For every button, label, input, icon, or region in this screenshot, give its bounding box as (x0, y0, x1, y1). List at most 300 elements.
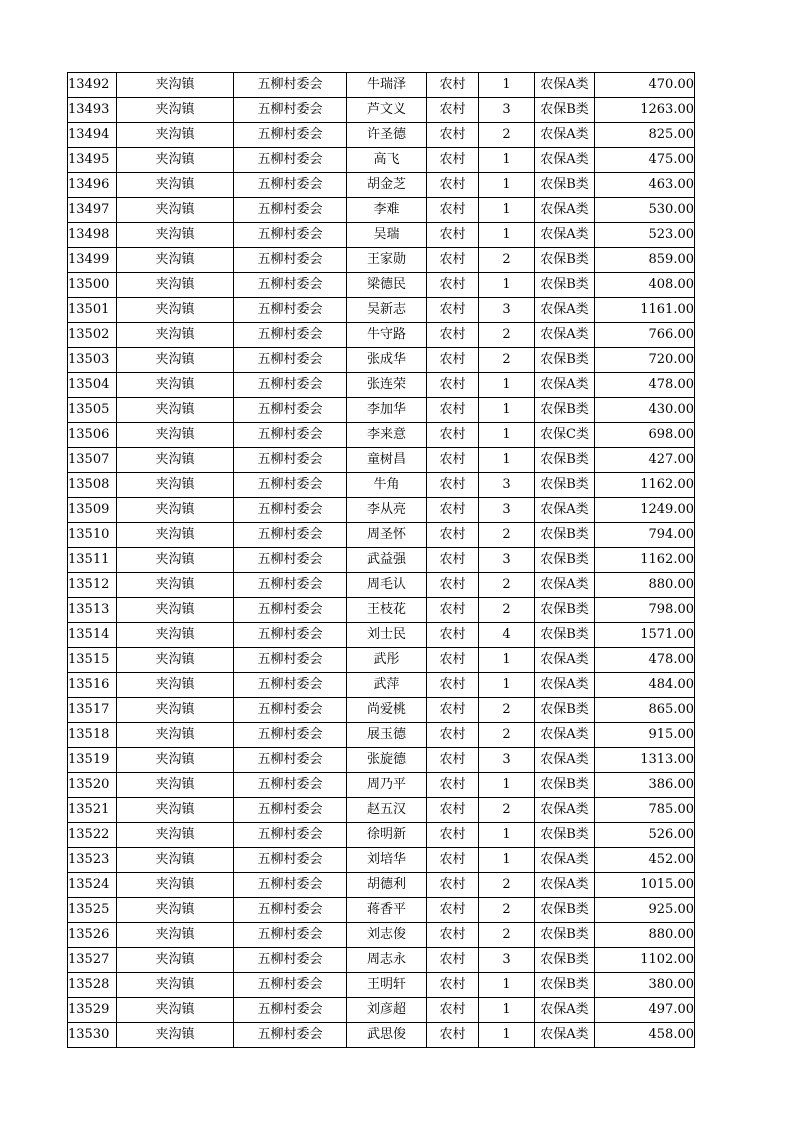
member-count-cell: 1 (479, 973, 535, 998)
household-type-cell: 农村 (427, 248, 479, 273)
town-cell: 夹沟镇 (117, 923, 234, 948)
member-count-cell: 2 (479, 598, 535, 623)
amount-cell: 458.00 (595, 1023, 695, 1048)
table-row (68, 298, 695, 323)
person-name-cell: 梁德民 (347, 273, 427, 298)
amount-cell: 785.00 (595, 798, 695, 823)
table-row (68, 323, 695, 348)
roster-body (68, 73, 695, 1048)
table-row (68, 273, 695, 298)
household-type-cell: 农村 (427, 223, 479, 248)
record-id-cell: 13494 (68, 123, 117, 148)
record-id-cell: 13523 (68, 848, 117, 873)
household-type-cell: 农村 (427, 623, 479, 648)
person-name-cell: 刘士民 (347, 623, 427, 648)
member-count-cell: 2 (479, 323, 535, 348)
member-count-cell: 1 (479, 998, 535, 1023)
village-committee-cell: 五柳村委会 (234, 773, 347, 798)
insurance-category-cell: 农保B类 (535, 398, 595, 423)
village-committee-cell: 五柳村委会 (234, 148, 347, 173)
insurance-category-cell: 农保B类 (535, 823, 595, 848)
table-row (68, 998, 695, 1023)
town-cell: 夹沟镇 (117, 198, 234, 223)
town-cell: 夹沟镇 (117, 948, 234, 973)
person-name-cell: 周乃平 (347, 773, 427, 798)
village-committee-cell: 五柳村委会 (234, 73, 347, 98)
household-type-cell: 农村 (427, 673, 479, 698)
record-id-cell: 13508 (68, 473, 117, 498)
village-committee-cell: 五柳村委会 (234, 348, 347, 373)
insurance-category-cell: 农保B类 (535, 273, 595, 298)
village-committee-cell: 五柳村委会 (234, 423, 347, 448)
town-cell: 夹沟镇 (117, 498, 234, 523)
household-type-cell: 农村 (427, 648, 479, 673)
town-cell: 夹沟镇 (117, 648, 234, 673)
household-type-cell: 农村 (427, 848, 479, 873)
member-count-cell: 1 (479, 173, 535, 198)
record-id-cell: 13511 (68, 548, 117, 573)
household-type-cell: 农村 (427, 523, 479, 548)
record-id-cell: 13520 (68, 773, 117, 798)
village-committee-cell: 五柳村委会 (234, 898, 347, 923)
table-row (68, 148, 695, 173)
amount-cell: 915.00 (595, 723, 695, 748)
insurance-category-cell: 农保A类 (535, 298, 595, 323)
insurance-category-cell: 农保B类 (535, 973, 595, 998)
person-name-cell: 刘培华 (347, 848, 427, 873)
household-type-cell: 农村 (427, 998, 479, 1023)
table-row (68, 73, 695, 98)
insurance-category-cell: 农保B类 (535, 598, 595, 623)
member-count-cell: 1 (479, 198, 535, 223)
household-type-cell: 农村 (427, 173, 479, 198)
village-committee-cell: 五柳村委会 (234, 498, 347, 523)
insurance-category-cell: 农保A类 (535, 848, 595, 873)
record-id-cell: 13503 (68, 348, 117, 373)
person-name-cell: 高飞 (347, 148, 427, 173)
record-id-cell: 13498 (68, 223, 117, 248)
table-row (68, 923, 695, 948)
household-type-cell: 农村 (427, 873, 479, 898)
insurance-category-cell: 农保B类 (535, 948, 595, 973)
person-name-cell: 刘彦超 (347, 998, 427, 1023)
insurance-category-cell: 农保A类 (535, 498, 595, 523)
amount-cell: 470.00 (595, 73, 695, 98)
record-id-cell: 13514 (68, 623, 117, 648)
table-row (68, 98, 695, 123)
village-committee-cell: 五柳村委会 (234, 548, 347, 573)
village-committee-cell: 五柳村委会 (234, 248, 347, 273)
record-id-cell: 13527 (68, 948, 117, 973)
record-id-cell: 13525 (68, 898, 117, 923)
table-row (68, 873, 695, 898)
town-cell: 夹沟镇 (117, 298, 234, 323)
insurance-category-cell: 农保B类 (535, 623, 595, 648)
table-row (68, 523, 695, 548)
village-committee-cell: 五柳村委会 (234, 973, 347, 998)
village-committee-cell: 五柳村委会 (234, 848, 347, 873)
table-row (68, 348, 695, 373)
amount-cell: 452.00 (595, 848, 695, 873)
village-committee-cell: 五柳村委会 (234, 673, 347, 698)
household-type-cell: 农村 (427, 723, 479, 748)
village-committee-cell: 五柳村委会 (234, 598, 347, 623)
town-cell: 夹沟镇 (117, 73, 234, 98)
table-row (68, 448, 695, 473)
town-cell: 夹沟镇 (117, 173, 234, 198)
table-row (68, 648, 695, 673)
person-name-cell: 胡德利 (347, 873, 427, 898)
table-row (68, 498, 695, 523)
amount-cell: 526.00 (595, 823, 695, 848)
amount-cell: 825.00 (595, 123, 695, 148)
amount-cell: 1162.00 (595, 473, 695, 498)
member-count-cell: 1 (479, 673, 535, 698)
record-id-cell: 13495 (68, 148, 117, 173)
member-count-cell: 2 (479, 123, 535, 148)
record-id-cell: 13530 (68, 1023, 117, 1048)
member-count-cell: 1 (479, 448, 535, 473)
household-type-cell: 农村 (427, 98, 479, 123)
person-name-cell: 展玉德 (347, 723, 427, 748)
member-count-cell: 1 (479, 398, 535, 423)
village-committee-cell: 五柳村委会 (234, 298, 347, 323)
table-row (68, 223, 695, 248)
village-committee-cell: 五柳村委会 (234, 448, 347, 473)
person-name-cell: 赵五汉 (347, 798, 427, 823)
household-type-cell: 农村 (427, 348, 479, 373)
person-name-cell: 武思俊 (347, 1023, 427, 1048)
table-row (68, 198, 695, 223)
table-row (68, 1023, 695, 1048)
insurance-category-cell: 农保C类 (535, 423, 595, 448)
insurance-category-cell: 农保A类 (535, 223, 595, 248)
amount-cell: 859.00 (595, 248, 695, 273)
member-count-cell: 2 (479, 698, 535, 723)
insurance-category-cell: 农保A类 (535, 723, 595, 748)
person-name-cell: 许圣德 (347, 123, 427, 148)
table-row (68, 798, 695, 823)
person-name-cell: 张连荣 (347, 373, 427, 398)
person-name-cell: 蒋香平 (347, 898, 427, 923)
record-id-cell: 13499 (68, 248, 117, 273)
table-row (68, 623, 695, 648)
table-row (68, 823, 695, 848)
record-id-cell: 13529 (68, 998, 117, 1023)
insurance-category-cell: 农保B类 (535, 348, 595, 373)
member-count-cell: 2 (479, 723, 535, 748)
member-count-cell: 2 (479, 573, 535, 598)
village-committee-cell: 五柳村委会 (234, 873, 347, 898)
town-cell: 夹沟镇 (117, 573, 234, 598)
amount-cell: 484.00 (595, 673, 695, 698)
village-committee-cell: 五柳村委会 (234, 273, 347, 298)
town-cell: 夹沟镇 (117, 448, 234, 473)
record-id-cell: 13496 (68, 173, 117, 198)
amount-cell: 523.00 (595, 223, 695, 248)
town-cell: 夹沟镇 (117, 748, 234, 773)
table-row (68, 473, 695, 498)
person-name-cell: 徐明新 (347, 823, 427, 848)
table-row (68, 548, 695, 573)
town-cell: 夹沟镇 (117, 473, 234, 498)
town-cell: 夹沟镇 (117, 148, 234, 173)
member-count-cell: 4 (479, 623, 535, 648)
amount-cell: 475.00 (595, 148, 695, 173)
village-committee-cell: 五柳村委会 (234, 373, 347, 398)
person-name-cell: 王明轩 (347, 973, 427, 998)
record-id-cell: 13516 (68, 673, 117, 698)
insurance-category-cell: 农保A类 (535, 323, 595, 348)
household-type-cell: 农村 (427, 548, 479, 573)
amount-cell: 478.00 (595, 648, 695, 673)
household-type-cell: 农村 (427, 423, 479, 448)
amount-cell: 1161.00 (595, 298, 695, 323)
person-name-cell: 王枝花 (347, 598, 427, 623)
village-committee-cell: 五柳村委会 (234, 923, 347, 948)
member-count-cell: 1 (479, 373, 535, 398)
member-count-cell: 1 (479, 273, 535, 298)
insurance-category-cell: 农保B类 (535, 173, 595, 198)
member-count-cell: 2 (479, 873, 535, 898)
member-count-cell: 3 (479, 298, 535, 323)
town-cell: 夹沟镇 (117, 823, 234, 848)
amount-cell: 380.00 (595, 973, 695, 998)
table-row (68, 373, 695, 398)
village-committee-cell: 五柳村委会 (234, 723, 347, 748)
member-count-cell: 1 (479, 848, 535, 873)
town-cell: 夹沟镇 (117, 123, 234, 148)
record-id-cell: 13515 (68, 648, 117, 673)
amount-cell: 1263.00 (595, 98, 695, 123)
household-type-cell: 农村 (427, 273, 479, 298)
village-committee-cell: 五柳村委会 (234, 223, 347, 248)
table-row (68, 573, 695, 598)
amount-cell: 880.00 (595, 573, 695, 598)
record-id-cell: 13517 (68, 698, 117, 723)
amount-cell: 766.00 (595, 323, 695, 348)
town-cell: 夹沟镇 (117, 323, 234, 348)
amount-cell: 497.00 (595, 998, 695, 1023)
amount-cell: 925.00 (595, 898, 695, 923)
amount-cell: 1015.00 (595, 873, 695, 898)
person-name-cell: 李加华 (347, 398, 427, 423)
table-row (68, 948, 695, 973)
town-cell: 夹沟镇 (117, 248, 234, 273)
town-cell: 夹沟镇 (117, 523, 234, 548)
member-count-cell: 1 (479, 823, 535, 848)
village-committee-cell: 五柳村委会 (234, 573, 347, 598)
insurance-category-cell: 农保B类 (535, 473, 595, 498)
amount-cell: 794.00 (595, 523, 695, 548)
town-cell: 夹沟镇 (117, 673, 234, 698)
record-id-cell: 13497 (68, 198, 117, 223)
insurance-category-cell: 农保B类 (535, 773, 595, 798)
household-type-cell: 农村 (427, 473, 479, 498)
amount-cell: 1249.00 (595, 498, 695, 523)
village-committee-cell: 五柳村委会 (234, 698, 347, 723)
village-committee-cell: 五柳村委会 (234, 823, 347, 848)
person-name-cell: 李从亮 (347, 498, 427, 523)
allowance-roster-table (67, 72, 695, 1048)
record-id-cell: 13524 (68, 873, 117, 898)
record-id-cell: 13528 (68, 973, 117, 998)
person-name-cell: 牛守路 (347, 323, 427, 348)
insurance-category-cell: 农保A类 (535, 673, 595, 698)
amount-cell: 530.00 (595, 198, 695, 223)
member-count-cell: 2 (479, 898, 535, 923)
member-count-cell: 3 (479, 548, 535, 573)
insurance-category-cell: 农保A类 (535, 573, 595, 598)
village-committee-cell: 五柳村委会 (234, 623, 347, 648)
member-count-cell: 1 (479, 73, 535, 98)
member-count-cell: 3 (479, 748, 535, 773)
household-type-cell: 农村 (427, 573, 479, 598)
amount-cell: 1102.00 (595, 948, 695, 973)
table-row (68, 748, 695, 773)
table-row (68, 898, 695, 923)
village-committee-cell: 五柳村委会 (234, 173, 347, 198)
amount-cell: 720.00 (595, 348, 695, 373)
village-committee-cell: 五柳村委会 (234, 473, 347, 498)
household-type-cell: 农村 (427, 598, 479, 623)
household-type-cell: 农村 (427, 1023, 479, 1048)
amount-cell: 880.00 (595, 923, 695, 948)
person-name-cell: 童树昌 (347, 448, 427, 473)
member-count-cell: 2 (479, 798, 535, 823)
village-committee-cell: 五柳村委会 (234, 523, 347, 548)
household-type-cell: 农村 (427, 148, 479, 173)
record-id-cell: 13518 (68, 723, 117, 748)
insurance-category-cell: 农保B类 (535, 548, 595, 573)
insurance-category-cell: 农保A类 (535, 148, 595, 173)
insurance-category-cell: 农保A类 (535, 648, 595, 673)
amount-cell: 1162.00 (595, 548, 695, 573)
insurance-category-cell: 农保B类 (535, 248, 595, 273)
town-cell: 夹沟镇 (117, 273, 234, 298)
household-type-cell: 农村 (427, 298, 479, 323)
town-cell: 夹沟镇 (117, 373, 234, 398)
member-count-cell: 2 (479, 523, 535, 548)
town-cell: 夹沟镇 (117, 698, 234, 723)
person-name-cell: 武彤 (347, 648, 427, 673)
record-id-cell: 13504 (68, 373, 117, 398)
record-id-cell: 13502 (68, 323, 117, 348)
village-committee-cell: 五柳村委会 (234, 998, 347, 1023)
household-type-cell: 农村 (427, 923, 479, 948)
insurance-category-cell: 农保B类 (535, 448, 595, 473)
insurance-category-cell: 农保A类 (535, 748, 595, 773)
member-count-cell: 3 (479, 948, 535, 973)
amount-cell: 408.00 (595, 273, 695, 298)
record-id-cell: 13519 (68, 748, 117, 773)
village-committee-cell: 五柳村委会 (234, 648, 347, 673)
person-name-cell: 刘志俊 (347, 923, 427, 948)
town-cell: 夹沟镇 (117, 873, 234, 898)
town-cell: 夹沟镇 (117, 1023, 234, 1048)
town-cell: 夹沟镇 (117, 223, 234, 248)
town-cell: 夹沟镇 (117, 623, 234, 648)
village-committee-cell: 五柳村委会 (234, 198, 347, 223)
insurance-category-cell: 农保B类 (535, 523, 595, 548)
person-name-cell: 芦文义 (347, 98, 427, 123)
insurance-category-cell: 农保A类 (535, 198, 595, 223)
table-row (68, 598, 695, 623)
member-count-cell: 1 (479, 423, 535, 448)
person-name-cell: 吴新志 (347, 298, 427, 323)
table-row (68, 123, 695, 148)
household-type-cell: 农村 (427, 773, 479, 798)
person-name-cell: 张成华 (347, 348, 427, 373)
member-count-cell: 1 (479, 223, 535, 248)
amount-cell: 386.00 (595, 773, 695, 798)
record-id-cell: 13501 (68, 298, 117, 323)
insurance-category-cell: 农保B类 (535, 98, 595, 123)
person-name-cell: 胡金芝 (347, 173, 427, 198)
insurance-category-cell: 农保B类 (535, 698, 595, 723)
town-cell: 夹沟镇 (117, 898, 234, 923)
table-row (68, 173, 695, 198)
amount-cell: 427.00 (595, 448, 695, 473)
table-row (68, 423, 695, 448)
household-type-cell: 农村 (427, 973, 479, 998)
member-count-cell: 3 (479, 473, 535, 498)
record-id-cell: 13510 (68, 523, 117, 548)
table-row (68, 848, 695, 873)
village-committee-cell: 五柳村委会 (234, 748, 347, 773)
insurance-category-cell: 农保A类 (535, 798, 595, 823)
person-name-cell: 武益强 (347, 548, 427, 573)
person-name-cell: 李难 (347, 198, 427, 223)
person-name-cell: 周志永 (347, 948, 427, 973)
member-count-cell: 1 (479, 648, 535, 673)
amount-cell: 463.00 (595, 173, 695, 198)
member-count-cell: 3 (479, 98, 535, 123)
record-id-cell: 13492 (68, 73, 117, 98)
record-id-cell: 13513 (68, 598, 117, 623)
person-name-cell: 吴瑞 (347, 223, 427, 248)
record-id-cell: 13526 (68, 923, 117, 948)
town-cell: 夹沟镇 (117, 423, 234, 448)
person-name-cell: 李来意 (347, 423, 427, 448)
amount-cell: 1571.00 (595, 623, 695, 648)
insurance-category-cell: 农保A类 (535, 1023, 595, 1048)
village-committee-cell: 五柳村委会 (234, 398, 347, 423)
member-count-cell: 3 (479, 498, 535, 523)
village-committee-cell: 五柳村委会 (234, 123, 347, 148)
table-row (68, 248, 695, 273)
town-cell: 夹沟镇 (117, 598, 234, 623)
household-type-cell: 农村 (427, 323, 479, 348)
household-type-cell: 农村 (427, 373, 479, 398)
village-committee-cell: 五柳村委会 (234, 1023, 347, 1048)
person-name-cell: 牛角 (347, 473, 427, 498)
household-type-cell: 农村 (427, 748, 479, 773)
insurance-category-cell: 农保B类 (535, 923, 595, 948)
town-cell: 夹沟镇 (117, 798, 234, 823)
member-count-cell: 2 (479, 248, 535, 273)
insurance-category-cell: 农保A类 (535, 123, 595, 148)
town-cell: 夹沟镇 (117, 398, 234, 423)
record-id-cell: 13500 (68, 273, 117, 298)
household-type-cell: 农村 (427, 698, 479, 723)
household-type-cell: 农村 (427, 448, 479, 473)
household-type-cell: 农村 (427, 948, 479, 973)
member-count-cell: 1 (479, 1023, 535, 1048)
person-name-cell: 牛瑞泽 (347, 73, 427, 98)
insurance-category-cell: 农保A类 (535, 998, 595, 1023)
person-name-cell: 周圣怀 (347, 523, 427, 548)
